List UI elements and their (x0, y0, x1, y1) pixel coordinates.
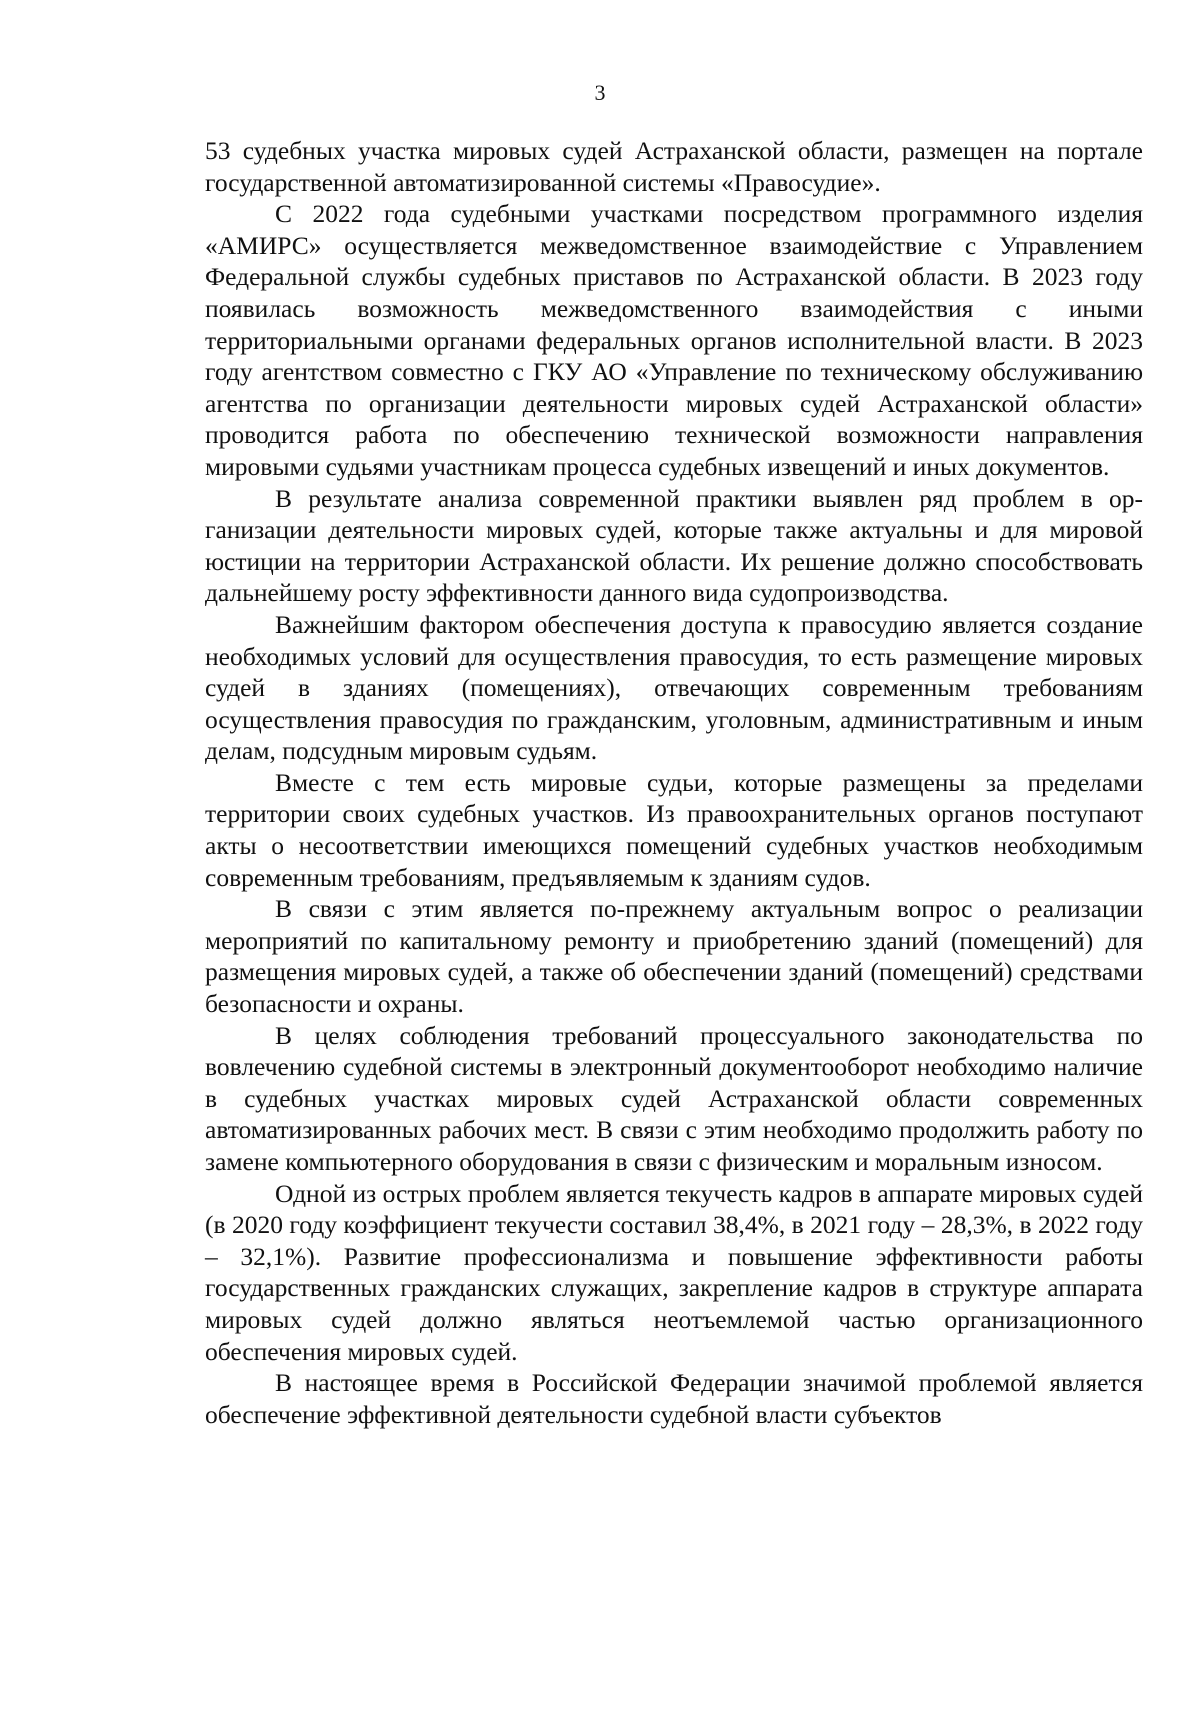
paragraph: В связи с этим является по-прежнему актуальным вопрос о реализации мероприятий по капитальному ремонту и приобретению зданий (помещений) для размещения мировых судей, а также об обеспечении зданий (помещений) средствами безопасности и охраны. (205, 894, 1143, 1019)
paragraph: В настоящее время в Российской Федерации значимой проблемой является обеспечение эффективной деятельности судебной власти субъектов (205, 1368, 1143, 1429)
paragraph: 53 судебных участка мировых судей Астраханской области, размещен на портале государственной автоматизированной системы «Правосудие». (205, 136, 1143, 197)
page-number: 3 (594, 80, 606, 105)
document-body (205, 135, 1143, 1430)
paragraph: Важнейшим фактором обеспечения доступа к правосудию является создание необходимых условий для осуществления правосудия, то есть размещение мировых судей в зданиях (помещениях), отвечающих современным требованиям осуществления правосудия по гражданским, уголовным, административным и иным делам, подсудным мировым судьям. (205, 609, 1143, 766)
paragraph: Вместе с тем есть мировые судьи, которые размещены за пределами территории своих судебных участков. Из правоохранительных органов поступают акты о несоответствии имеющихся помещений судебных участков необходимым современным требованиям, предъявляемым к зданиям судов. (205, 767, 1143, 892)
paragraph: В результате анализа современной практики выявлен ряд проблем в организации деятельности мировых судей, которые также актуальны и для мировой юстиции на территории Астраханской области. Их решение должно способствовать дальнейшему росту эффективности данного вида судопроизводства. (205, 483, 1143, 608)
paragraph: Одной из острых проблем является текучесть кадров в аппарате мировых судей (в 2020 году коэффициент текучести составил 38,4%, в 2021 году – 28,3%, в 2022 году – 32,1%). Развитие профессионализма и повышение эффективности работы государственных гражданских служащих, закрепление кадров в структуре аппарата мировых судей должно являться неотъемлемой частью организационного обеспечения мировых судей. (205, 1178, 1143, 1366)
paragraph: В целях соблюдения требований процессуального законодательства по вовлечению судебной системы в электронный документооборот необходимо наличие в судебных участках мировых судей Астраханской области современных автоматизированных рабочих мест. В связи с этим необходимо продолжить работу по замене компьютерного оборудования в связи с физическим и моральным износом. (205, 1020, 1143, 1176)
paragraph: С 2022 года судебными участками посредством программного изделия «АМИРС» осуществляется межведомственное взаимодействие с Управлением Федеральной службы судебных приставов по Астраханской области. В 2023 году появилась возможность межведомственного взаимодействия с иными территориальными органами федеральных органов исполнительной власти. В 2023 году агентством совместно с ГКУ АО «Управление по техническому обслуживанию агентства по организации деятельности мировых судей Астраханской области» проводится работа по обеспечению технической возможности направления мировыми судьями участникам процесса судебных извещений и иных документов. (205, 199, 1143, 481)
